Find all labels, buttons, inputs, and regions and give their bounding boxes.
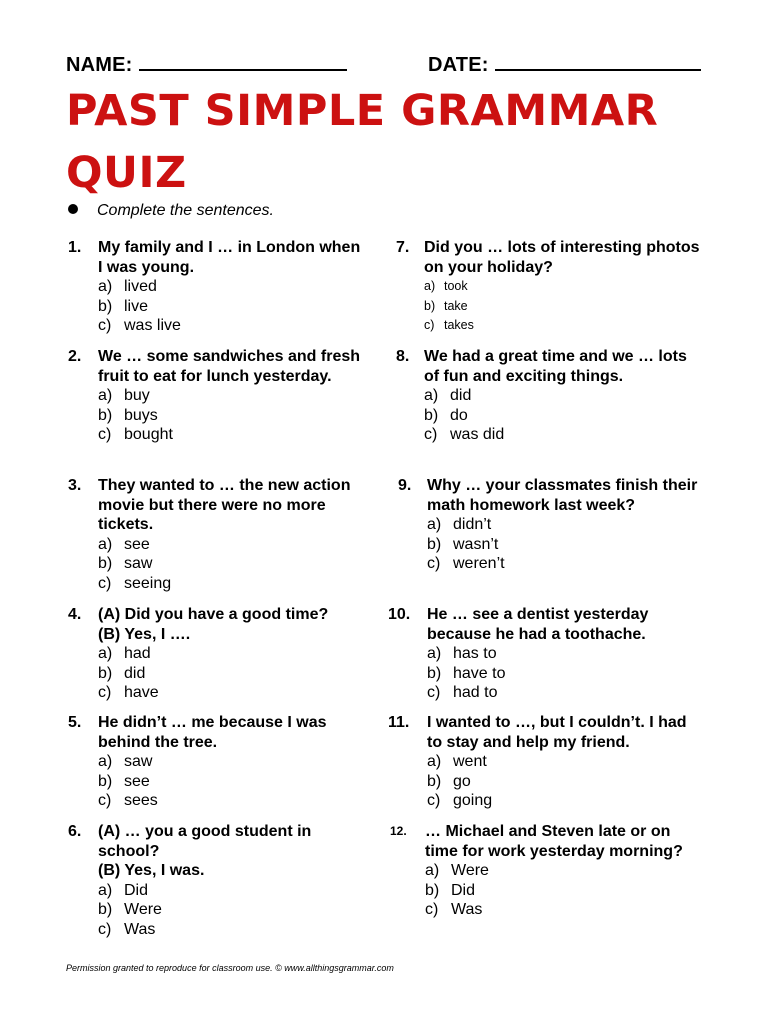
option-a[interactable]: a) didn’t (427, 516, 492, 534)
question-stem: Did you … lots of interesting photos on your holiday? (424, 239, 700, 276)
question-number: 9. (398, 477, 412, 494)
question-1 (68, 238, 368, 336)
question-stem: We … some sandwiches and fresh fruit to eat for lunch yesterday. (98, 348, 361, 385)
option-b[interactable]: b) wasn’t (427, 535, 499, 553)
option-a[interactable]: a) Did (98, 881, 149, 899)
option-b[interactable]: b) Did (425, 881, 476, 899)
question-8 (388, 347, 703, 445)
question-4 (68, 605, 368, 703)
option-b[interactable]: b) see (98, 772, 150, 790)
option-c[interactable]: c) have (98, 684, 159, 702)
option-b[interactable]: b) buys (98, 406, 158, 424)
question-number: 1. (68, 239, 82, 256)
page-title: PAST SIMPLE GRAMMAR QUIZ (66, 86, 659, 198)
option-list (98, 535, 368, 594)
option-a[interactable]: a) had (98, 645, 151, 663)
question-number: 7. (396, 239, 410, 256)
option-list (98, 752, 368, 811)
option-c[interactable]: c) Was (98, 920, 156, 938)
option-list (98, 277, 368, 336)
option-list (424, 386, 703, 445)
question-12 (388, 822, 703, 920)
question-number: 3. (68, 477, 82, 494)
question-6 (68, 822, 368, 940)
option-list (98, 386, 368, 445)
question-10 (388, 605, 703, 703)
option-c[interactable]: c) was did (424, 426, 505, 444)
option-c[interactable]: c) had to (427, 684, 498, 702)
option-c[interactable]: c) bought (98, 426, 173, 444)
question-reply: (B) Yes, I was. (98, 862, 205, 880)
question-number: 8. (396, 348, 410, 365)
question-9 (388, 476, 703, 574)
question-stem: (A) Did you have a good time? (98, 606, 329, 623)
question-number: 12. (390, 824, 407, 838)
name-blank-line[interactable] (139, 51, 347, 71)
question-3 (68, 476, 368, 594)
question-stem: He … see a dentist yesterday because he had a toothache. (427, 606, 649, 643)
option-b[interactable]: b) have to (427, 664, 506, 682)
question-stem: They wanted to … the new action movie but there were no more tickets. (98, 477, 351, 534)
question-stem: We had a great time and we … lots of fun and exciting things. (424, 348, 687, 385)
question-stem: Why … your classmates finish their math homework last week? (427, 477, 698, 514)
option-list (427, 515, 703, 574)
option-c[interactable]: c) takes (424, 318, 474, 333)
date-label: DATE: (428, 54, 489, 76)
question-5 (68, 713, 368, 811)
option-list (98, 881, 368, 940)
question-stem: … Michael and Steven late or on time for work yesterday morning? (425, 823, 683, 860)
question-7 (388, 238, 703, 336)
option-b[interactable]: b) take (424, 298, 468, 313)
question-reply: (B) Yes, I …. (98, 625, 191, 643)
question-number: 10. (388, 606, 411, 623)
option-b[interactable]: b) did (98, 664, 146, 682)
option-list (427, 644, 703, 703)
option-c[interactable]: c) seeing (98, 574, 172, 592)
option-c[interactable]: c) was live (98, 317, 181, 335)
question-number: 2. (68, 348, 82, 365)
question-stem: I wanted to …, but I couldn’t. I had to stay and help my friend. (427, 714, 687, 751)
question-number: 6. (68, 823, 82, 840)
option-c[interactable]: c) Was (425, 901, 483, 919)
option-a[interactable]: a) did (424, 387, 472, 405)
question-number: 5. (68, 714, 82, 731)
question-number: 11. (388, 714, 410, 731)
option-c[interactable]: c) going (427, 792, 493, 810)
option-b[interactable]: b) saw (98, 555, 153, 573)
option-a[interactable]: a) has to (427, 645, 497, 663)
option-a[interactable]: a) see (98, 535, 150, 553)
option-a[interactable]: a) buy (98, 387, 150, 405)
instruction (68, 202, 274, 220)
option-b[interactable]: b) go (427, 772, 471, 790)
option-a[interactable]: a) went (427, 753, 487, 771)
copyright-footer: Permission granted to reproduce for classroom use. © www.allthingsgrammar.com (66, 963, 394, 973)
option-c[interactable]: c) sees (98, 792, 158, 810)
option-b[interactable]: b) live (98, 297, 149, 315)
option-a[interactable]: a) lived (98, 278, 157, 296)
question-number: 4. (68, 606, 82, 623)
name-field[interactable] (66, 51, 347, 77)
question-stem: My family and I … in London when I was young. (98, 239, 361, 276)
bullet-icon (68, 204, 78, 214)
option-a[interactable]: a) took (424, 279, 468, 294)
question-11 (388, 713, 703, 811)
option-c[interactable]: c) weren’t (427, 555, 505, 573)
option-list (98, 644, 368, 703)
option-list (425, 861, 703, 920)
option-b[interactable]: b) do (424, 406, 468, 424)
question-stem: (A) … you a good student in school? (98, 823, 312, 860)
option-b[interactable]: b) Were (98, 901, 162, 919)
question-2 (68, 347, 368, 445)
option-list (427, 752, 703, 811)
option-a[interactable]: a) Were (425, 862, 489, 880)
question-stem: He didn’t … me because I was behind the tree. (98, 714, 327, 751)
option-a[interactable]: a) saw (98, 753, 153, 771)
name-label: NAME: (66, 54, 133, 76)
option-list (424, 277, 703, 336)
instruction-text: Complete the sentences. (97, 202, 274, 219)
date-blank-line[interactable] (495, 51, 701, 71)
date-field[interactable] (428, 51, 701, 77)
